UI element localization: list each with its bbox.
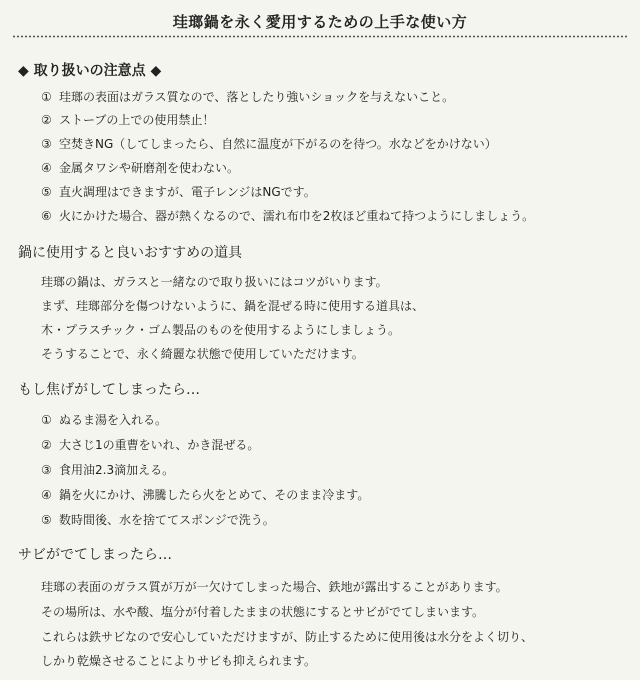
item-text: 数時間後、水を捨ててスポンジで洗う。: [59, 513, 275, 527]
list-item: [41, 207, 534, 224]
item-text: ストーブの上での使用禁止！: [59, 113, 215, 127]
item-number: ③: [41, 137, 52, 151]
paragraph-line: 珪瑯の表面のガラス質が万が一欠けてしまった場合、鉄地が露出することがあります。: [41, 580, 508, 594]
item-text: 空焚きNG（してしまったら、自然に温度が下がるのを待つ。水などをかけない）: [59, 137, 497, 151]
list-item: [41, 135, 497, 152]
item-number: ③: [41, 463, 52, 477]
section-heading-burnt: もし焦げがしてしまったら…: [18, 382, 200, 398]
paragraph-line: 珪瑯の鍋は、ガラスと一緒なので取り扱いにはコツがいります。: [41, 275, 388, 289]
section-heading-rust: サビがでてしまったら…: [18, 547, 172, 563]
page-title: 珪瑯鍋を永く愛用するための上手な使い方: [172, 13, 468, 31]
paragraph-line: 木・プラスチック・ゴム製品のものを使用するようにしましょう。: [41, 323, 401, 337]
item-number: ④: [41, 488, 52, 502]
item-text: 金属タワシや研磨剤を使わない。: [59, 161, 240, 175]
paragraph-line: しかり乾燥させることによりサビも抑えられます。: [41, 654, 317, 668]
section-heading-cautions: ◆ 取り扱いの注意点 ◆: [18, 63, 162, 79]
list-item: [41, 511, 275, 528]
list-item: [41, 159, 239, 176]
section-heading-tools: 鍋に使用すると良いおすすめの道具: [18, 245, 243, 261]
item-text: 直火調理はできますが、電子レンジはNGです。: [59, 185, 316, 199]
item-text: 大さじ1の重曹をいれ、かき混ぜる。: [59, 438, 260, 452]
list-item: [41, 111, 214, 128]
item-text: 食用油2.3滴加える。: [59, 463, 175, 477]
list-item: [41, 436, 259, 453]
list-item: [41, 486, 369, 503]
item-text: 珪瑯の表面はガラス質なので、落としたり強いショックを与えないこと。: [59, 90, 455, 104]
list-item: [41, 411, 167, 428]
item-number: ④: [41, 161, 52, 175]
list-item: [41, 88, 454, 105]
item-text: 鍋を火にかけ、沸騰したら火をとめて、そのまま冷ます。: [59, 488, 370, 502]
item-number: ①: [41, 90, 52, 104]
item-number: ②: [41, 438, 52, 452]
paragraph-line: そうすることで、永く綺麗な状態で使用していただけます。: [41, 347, 364, 361]
paragraph-line: これらは鉄サビなので安心していただけますが、防止するために使用後は水分をよく切り、: [41, 630, 534, 644]
paragraph-line: まず、珪瑯部分を傷つけないように、鍋を混ぜる時に使用する道具は、: [41, 299, 425, 313]
item-number: ②: [41, 113, 52, 127]
item-number: ⑤: [41, 513, 52, 527]
paragraph-line: その場所は、水や酸、塩分が付着したままの状態にするとサビがでてしまいます。: [41, 605, 485, 619]
item-text: 火にかけた場合、器が熱くなるので、濡れ布巾を2枚ほど重ねて持つようにしましょう。: [59, 209, 535, 223]
list-item: [41, 183, 316, 200]
list-item: [41, 461, 174, 478]
item-number: ⑤: [41, 185, 52, 199]
item-number: ⑥: [41, 209, 52, 223]
item-number: ①: [41, 413, 52, 427]
dotted-divider: [12, 35, 628, 38]
item-text: ぬるま湯を入れる。: [59, 413, 168, 427]
